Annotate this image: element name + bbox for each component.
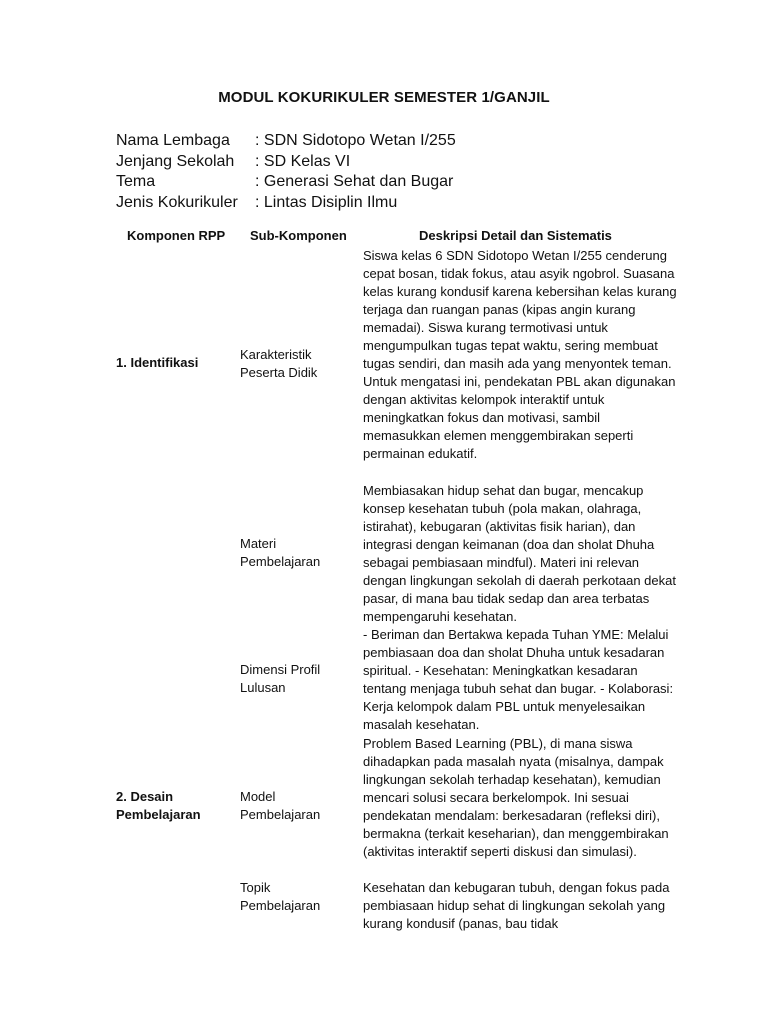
meta-row-institution	[116, 131, 456, 152]
meta-label: Nama Lembaga	[116, 132, 230, 149]
meta-row-type	[116, 193, 456, 214]
meta-separator: :	[255, 193, 264, 211]
meta-separator: :	[255, 132, 264, 149]
meta-value: SD Kelas VI	[263, 152, 351, 170]
description-cell: - Beriman dan Bertakwa kepada Tuhan YME: Melalui pembiasaan doa dan sholat Dhuha untuk kesadaran spiritual. - Kesehatan: Meningkatkan kesadaran tentang menjaga tubuh sehat dan bugar. - Kolaborasi: Kerja kelompok dalam PBL untuk menyelesaikan masalah kesehatan.	[363, 627, 674, 732]
meta-label: Tema	[116, 173, 156, 190]
description-cell: Problem Based Learning (PBL), di mana siswa dihadapkan pada masalah nyata (misalnya, dampak lingkungan sekolah terhadap kesehatan), kemudian mencari solusi secara berkelompok. Ini sesuai pendekatan mendalam: berkesadaran (refleksi diri), bermakna (terkait keseharian), dan menggembirakan (aktivitas interaktif seperti diskusi dan simulasi).	[363, 736, 669, 859]
subcomponent-cell: Dimensi Profil Lulusan	[240, 662, 321, 695]
description-cell: Membiasakan hidup sehat dan bugar, mencakup konsep kesehatan tubuh (pola makan, olahraga, istirahat), kebugaran (aktivitas fisik harian), dan integrasi dengan keimanan (doa dan sholat Dhuha sebagai pembiasaan mindful). Materi ini relevan dengan lingkungan sekolah di daerah perkotaan dekat pasar, di mana bau tidak sedap dan area terbatas mempengaruhi kesehatan.	[363, 483, 676, 624]
description-cell: Kesehatan dan kebugaran tubuh, dengan fokus pada pembiasaan hidup sehat di lingkungan sekolah yang kurang kondusif (panas, bau tidak	[363, 880, 670, 931]
meta-label: Jenjang Sekolah	[116, 152, 235, 170]
subcomponent-cell: Karakteristik Peserta Didik	[240, 347, 318, 380]
meta-label: Jenis Kokurikuler	[116, 193, 238, 211]
table-header-component: Komponen RPP	[127, 228, 226, 243]
document-title: MODUL KOKURIKULER SEMESTER 1/GANJIL	[218, 89, 550, 106]
meta-separator: :	[255, 152, 264, 170]
meta-row-theme	[116, 172, 456, 193]
subcomponent-cell: Model Pembelajaran	[240, 789, 321, 822]
meta-value: Generasi Sehat dan Bugar	[263, 173, 454, 190]
meta-value: Lintas Disiplin Ilmu	[263, 193, 398, 211]
meta-separator: :	[255, 173, 264, 190]
subcomponent-cell: Topik Pembelajaran	[240, 880, 321, 913]
description-cell: Siswa kelas 6 SDN Sidotopo Wetan I/255 cenderung cepat bosan, tidak fokus, atau asyik ngobrol. Suasana kelas kurang kondusif karena kebersihan kelas kurang terjaga dan ruangan panas (kipas angin kurang memadai). Siswa kurang termotivasi untuk mengumpulkan tugas tepat waktu, sering membuat tugas sendiri, dan masih ada yang menyontek teman. Untuk mengatasi ini, pendekatan PBL akan digunakan dengan aktivitas kelompok interaktif untuk meningkatkan fokus dan motivasi, sambil memasukkan elemen menggembirakan seperti permainan edukatif.	[363, 248, 677, 461]
subcomponent-cell: Materi Pembelajaran	[240, 536, 321, 569]
meta-value: SDN Sidotopo Wetan I/255	[263, 132, 456, 149]
table-header-subcomponent: Sub-Komponen	[250, 228, 347, 243]
document-meta	[116, 131, 456, 213]
component-design: 2. Desain Pembelajaran	[116, 789, 201, 822]
table-header-description: Deskripsi Detail dan Sistematis	[419, 228, 612, 243]
component-identification: 1. Identifikasi	[116, 355, 199, 370]
meta-row-level	[116, 152, 456, 173]
